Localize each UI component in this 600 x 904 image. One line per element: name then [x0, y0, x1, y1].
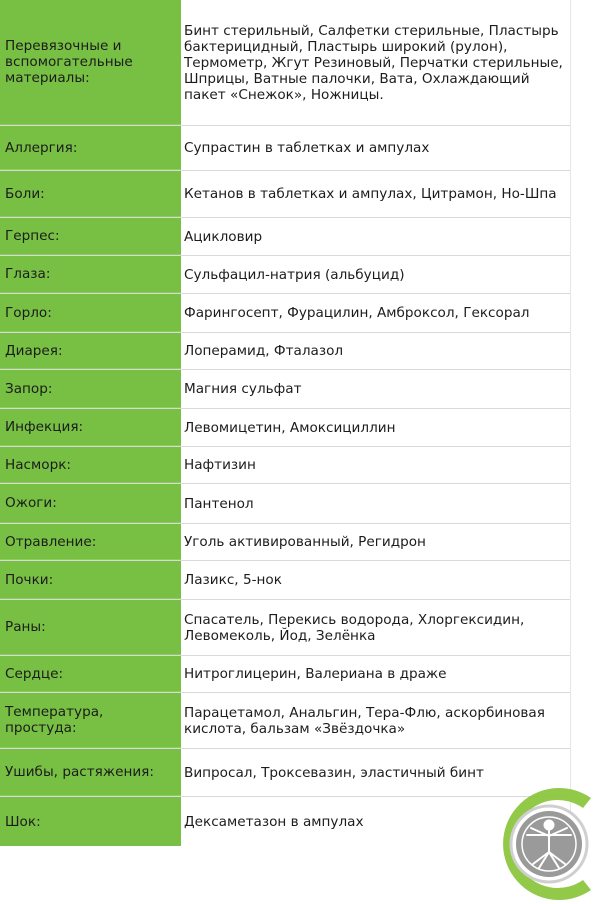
category-cell [0, 126, 181, 170]
table-row [0, 370, 570, 409]
category-cell [0, 0, 181, 125]
category-cell [0, 749, 181, 796]
medicines-cell [181, 656, 570, 692]
category-label: Отравление: [5, 533, 97, 550]
table-row [0, 749, 570, 797]
category-cell [0, 218, 181, 255]
medicines-cell [181, 409, 570, 446]
medicines-cell [181, 126, 570, 170]
category-cell [0, 333, 181, 369]
medicines-cell [181, 447, 570, 483]
medicines-text: Нитроглицерин, Валериана в драже [184, 666, 447, 682]
medicines-text: Супрастин в таблетках и ампулах [184, 140, 430, 156]
medicines-cell [181, 524, 570, 560]
table-row [0, 600, 570, 656]
category-label: Боли: [5, 185, 45, 202]
medicines-text: Кетанов в таблетках и ампулах, Цитрамон, Но-Шпа [184, 186, 557, 202]
category-cell [0, 693, 181, 748]
category-label: Насморк: [5, 456, 72, 473]
medicines-cell [181, 294, 570, 332]
category-label: Раны: [5, 619, 46, 635]
category-cell [0, 447, 181, 483]
table-row [0, 447, 570, 484]
table-row [0, 333, 570, 370]
medicines-text: Лоперамид, Фталазол [184, 343, 344, 359]
category-label: Сердце: [5, 665, 64, 682]
medicines-text: Нафтизин [184, 457, 256, 473]
category-cell [0, 600, 181, 655]
table-row [0, 218, 570, 256]
table-row [0, 0, 570, 126]
category-label: Глаза: [5, 266, 51, 282]
vitruvian-man-icon [491, 780, 600, 904]
table-row [0, 524, 570, 561]
table-row [0, 171, 570, 218]
medicines-text: Левомицетин, Амоксициллин [184, 419, 396, 436]
medicines-text: Фарингосепт, Фурацилин, Амброксол, Гексорал [184, 305, 530, 321]
table-row [0, 656, 570, 693]
category-cell [0, 370, 181, 408]
table-row [0, 126, 570, 171]
medicines-text: Парацетамол, Анальгин, Тера-Флю, аскорбиновая кислота, бальзам «Звёздочка» [184, 704, 545, 737]
medicines-text: Лазикс, 5-нок [184, 572, 282, 588]
table-row [0, 693, 570, 749]
category-cell [0, 524, 181, 560]
table-row [0, 409, 570, 447]
table-row [0, 561, 570, 600]
category-cell [0, 409, 181, 446]
medicines-cell [181, 370, 570, 408]
medicines-cell [181, 484, 570, 523]
category-label: Шок: [5, 813, 41, 830]
medicines-cell [181, 0, 570, 125]
table-row [0, 294, 570, 333]
medicines-cell [181, 333, 570, 369]
category-label: Аллергия: [5, 139, 78, 156]
medicines-text: Сульфацил-натрия (альбуцид) [184, 266, 405, 283]
category-cell [0, 256, 181, 293]
medicines-text: Бинт стерильный, Салфетки стерильные, Пластырь бактерицидный, Пластырь широкий (рулон), Термометр, Жгут Резиновый, Перчатки стерильные, Шприцы, Ватные палочки, Вата, Охлаждающий пакет «Снежок», Ножницы. [184, 22, 563, 103]
medicines-cell [181, 218, 570, 255]
medicines-text: Уголь активированный, Регидрон [184, 534, 426, 550]
table-row [0, 797, 570, 846]
category-label: Перевязочные и вспомогательные материалы: [5, 38, 133, 86]
category-label: Ожоги: [5, 495, 57, 511]
table-row [0, 256, 570, 294]
medicines-text: Пантенол [184, 495, 254, 512]
medicines-cell [181, 693, 570, 748]
category-cell [0, 171, 181, 217]
category-label: Герпес: [5, 228, 60, 244]
category-label: Запор: [5, 380, 53, 397]
medicines-cell [181, 256, 570, 293]
medicines-cell [181, 561, 570, 599]
category-label: Горло: [5, 304, 52, 321]
medicines-text: Випросал, Троксевазин, эластичный бинт [184, 764, 484, 781]
category-label: Ушибы, растяжения: [5, 764, 154, 780]
category-label: Почки: [5, 571, 54, 588]
medicines-text: Ацикловир [184, 228, 263, 245]
category-label: Температура, простуда: [5, 704, 104, 736]
category-cell [0, 484, 181, 523]
category-cell [0, 294, 181, 332]
medicines-cell [181, 600, 570, 655]
category-label: Инфекция: [5, 419, 84, 435]
medicines-text: Спасатель, Перекись водорода, Хлоргексидин, Левомеколь, Йод, Зелёнка [184, 611, 525, 644]
table-row [0, 484, 570, 524]
medicines-cell [181, 171, 570, 217]
medicines-text: Дексаметазон в ампулах [184, 813, 364, 830]
category-cell [0, 797, 181, 846]
category-cell [0, 656, 181, 692]
category-cell [0, 561, 181, 599]
category-label: Диарея: [5, 342, 63, 359]
medicines-text: Магния сульфат [184, 381, 302, 397]
